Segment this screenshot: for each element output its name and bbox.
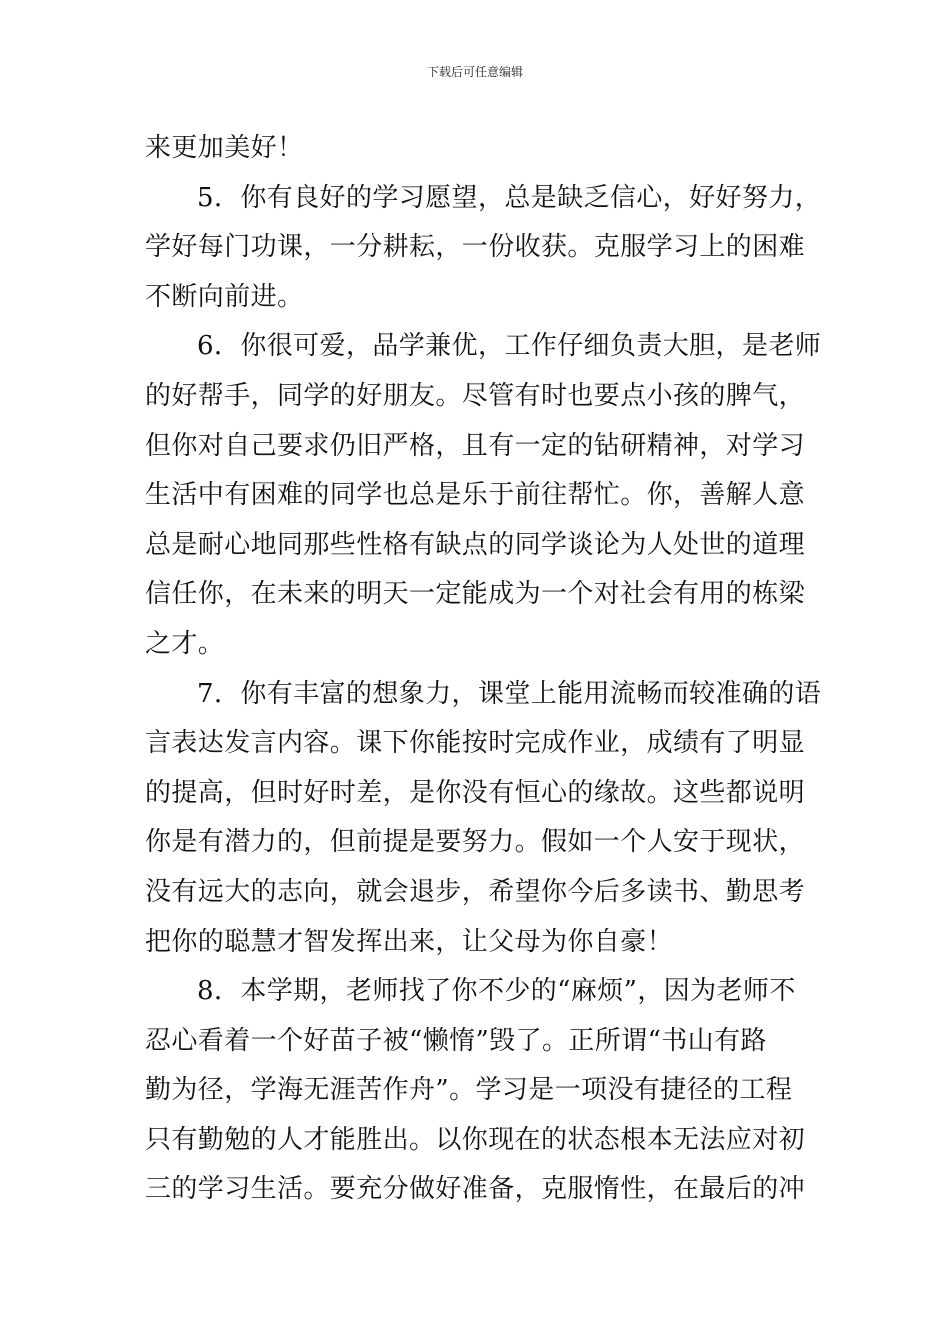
text-line: 只有勤勉的人才能胜出。以你现在的状态根本无法应对初 bbox=[145, 1124, 806, 1155]
page-header: 下载后可任意编辑 bbox=[426, 65, 523, 79]
text-line: 忍心看着一个好苗子被“懒惰”毁了。正所谓“书山有路 bbox=[145, 1025, 767, 1056]
text-line: 的提高，但时好时差，是你没有恒心的缘故。这些都说明 bbox=[145, 777, 806, 808]
document-body bbox=[145, 124, 822, 1215]
text-line: 总是耐心地同那些性格有缺点的同学谈论为人处世的道理 bbox=[145, 529, 806, 560]
text-line: 之才。 bbox=[145, 628, 225, 659]
text-line: 信任你，在未来的明天一定能成为一个对社会有用的栋梁 bbox=[145, 579, 806, 610]
text-line: 来更加美好！ bbox=[145, 133, 304, 163]
text-line: 三的学习生活。要充分做好准备，克服惰性，在最后的冲 bbox=[145, 1174, 806, 1205]
text-line: 5．你有良好的学习愿望，总是缺乏信心，好好努力， bbox=[197, 182, 822, 213]
text-line: 学好每门功课，一分耕耘，一份收获。克服学习上的困难 bbox=[145, 232, 806, 263]
text-line: 没有远大的志向，就会退步，希望你今后多读书、勤思考 bbox=[145, 876, 806, 907]
text-line: 但你对自己要求仍旧严格，且有一定的钻研精神，对学习 bbox=[145, 430, 806, 461]
text-line: 把你的聪慧才智发挥出来，让父母为你自豪！ bbox=[145, 926, 674, 957]
text-line: 6．你很可爱，品学兼优，工作仔细负责大胆，是老师 bbox=[197, 331, 822, 362]
text-line: 的好帮手，同学的好朋友。尽管有时也要点小孩的脾气， bbox=[145, 380, 806, 411]
text-line: 生活中有困难的同学也总是乐于前往帮忙。你，善解人意 bbox=[145, 480, 806, 511]
text-line: 8．本学期，老师找了你不少的“麻烦”，因为老师不 bbox=[197, 976, 796, 1007]
text-line: 言表达发言内容。课下你能按时完成作业，成绩有了明显 bbox=[145, 728, 806, 759]
text-line: 不断向前进。 bbox=[145, 281, 304, 312]
text-line: 勤为径，学海无涯苦作舟”。学习是一项没有捷径的工程 bbox=[145, 1075, 793, 1106]
text-line: 你是有潜力的，但前提是要努力。假如一个人安于现状， bbox=[145, 827, 806, 858]
text-line: 7．你有丰富的想象力，课堂上能用流畅而较准确的语 bbox=[197, 678, 822, 709]
